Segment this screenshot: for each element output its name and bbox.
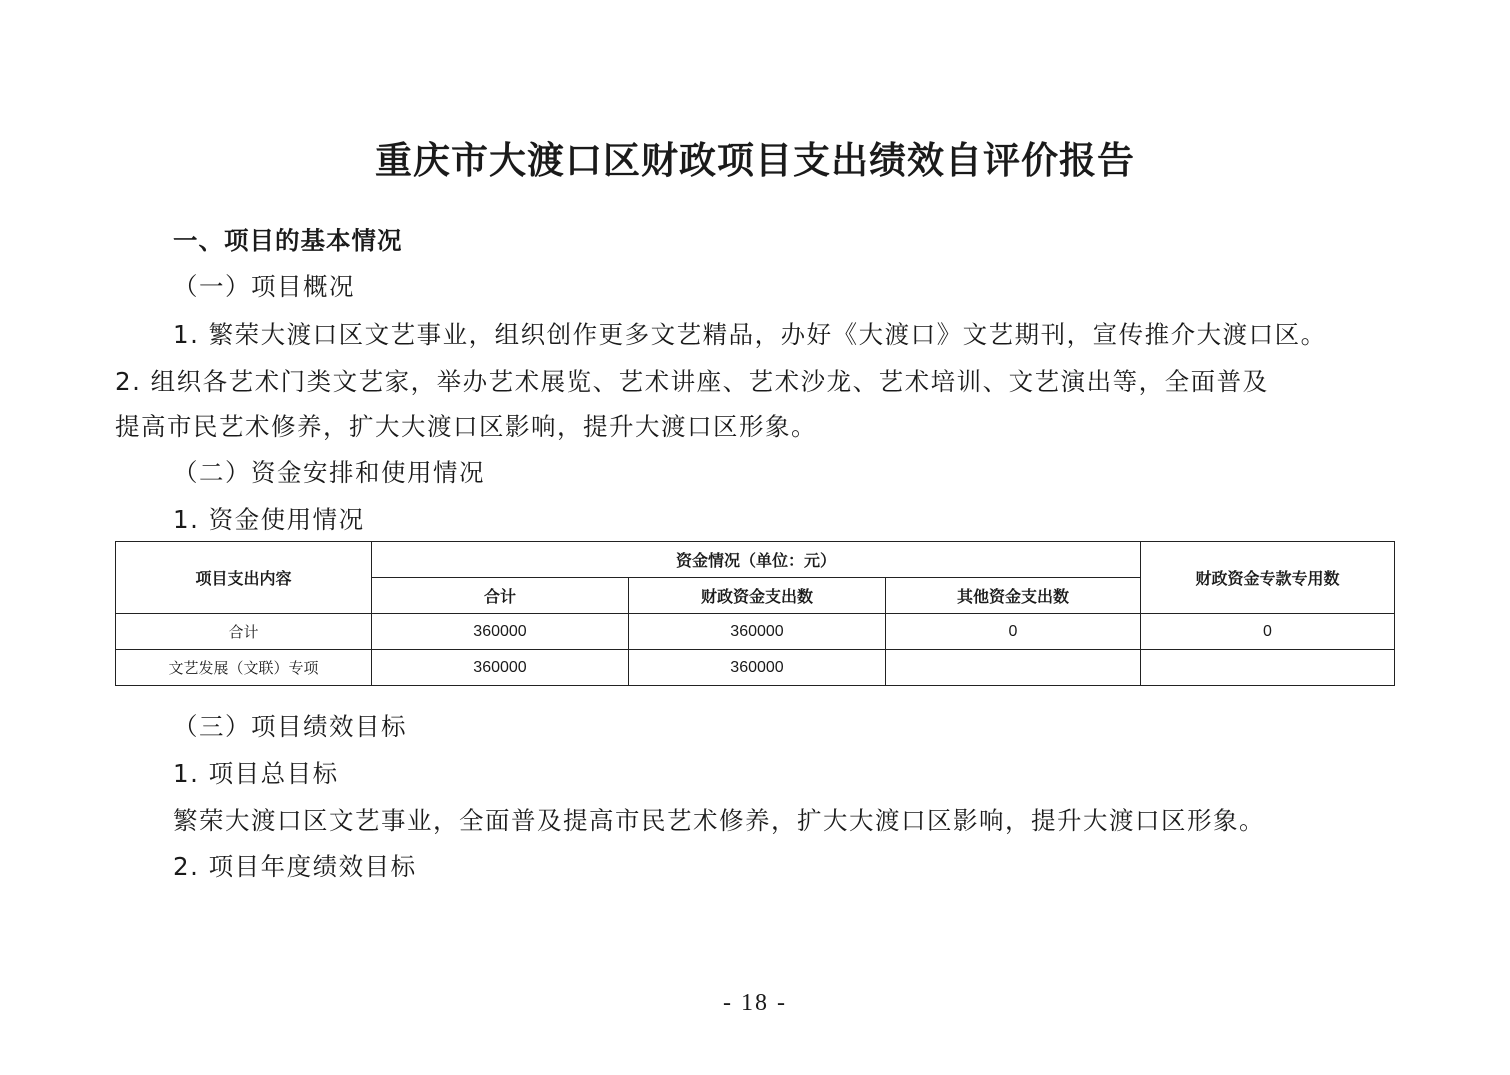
table-row: [116, 650, 1395, 686]
row-fiscal: 360000: [629, 650, 886, 686]
annual-goal-subheading: 2. 项目年度绩效目标: [173, 852, 417, 881]
header-fiscal-expense: 财政资金支出数: [629, 578, 886, 614]
row-fiscal: 360000: [629, 614, 886, 650]
subsection-heading-performance-goals: （三）项目绩效目标: [173, 712, 407, 741]
row-other: [886, 650, 1141, 686]
header-item-content: 项目支出内容: [116, 542, 372, 614]
page-number: - 18 -: [723, 990, 787, 1016]
row-name: 合计: [116, 614, 372, 650]
overall-goal-text: 繁荣大渡口区文艺事业，全面普及提高市民艺术修养，扩大大渡口区影响，提升大渡口区形象。: [173, 806, 1265, 835]
report-title: 重庆市大渡口区财政项目支出绩效自评价报告: [375, 138, 1135, 182]
header-special-use: 财政资金专款专用数: [1141, 542, 1395, 614]
overview-paragraph-1: 1. 繁荣大渡口区文艺事业，组织创作更多文艺精品，办好《大渡口》文艺期刊，宣传推介大渡口区。: [173, 320, 1327, 349]
header-other-expense: 其他资金支出数: [886, 578, 1141, 614]
row-total: 360000: [372, 614, 629, 650]
funds-usage-table: [115, 541, 1395, 686]
header-total: 合计: [372, 578, 629, 614]
subsection-heading-overview: （一）项目概况: [173, 272, 355, 301]
overview-paragraph-2-line-2: 提高市民艺术修养，扩大大渡口区影响，提升大渡口区形象。: [115, 412, 817, 441]
row-name: 文艺发展（文联）专项: [116, 650, 372, 686]
table-row: [116, 614, 1395, 650]
subsection-heading-funds: （二）资金安排和使用情况: [173, 458, 485, 487]
row-special: [1141, 650, 1395, 686]
header-funds-group: 资金情况（单位：元）: [372, 542, 1141, 578]
section-heading-basic-info: 一、项目的基本情况: [173, 226, 403, 255]
row-special: 0: [1141, 614, 1395, 650]
funds-usage-subheading: 1. 资金使用情况: [173, 505, 365, 534]
row-total: 360000: [372, 650, 629, 686]
overall-goal-subheading: 1. 项目总目标: [173, 759, 339, 788]
row-other: 0: [886, 614, 1141, 650]
overview-paragraph-2-line-1: 2. 组织各艺术门类文艺家，举办艺术展览、艺术讲座、艺术沙龙、艺术培训、文艺演出等，全面普及: [115, 367, 1269, 396]
